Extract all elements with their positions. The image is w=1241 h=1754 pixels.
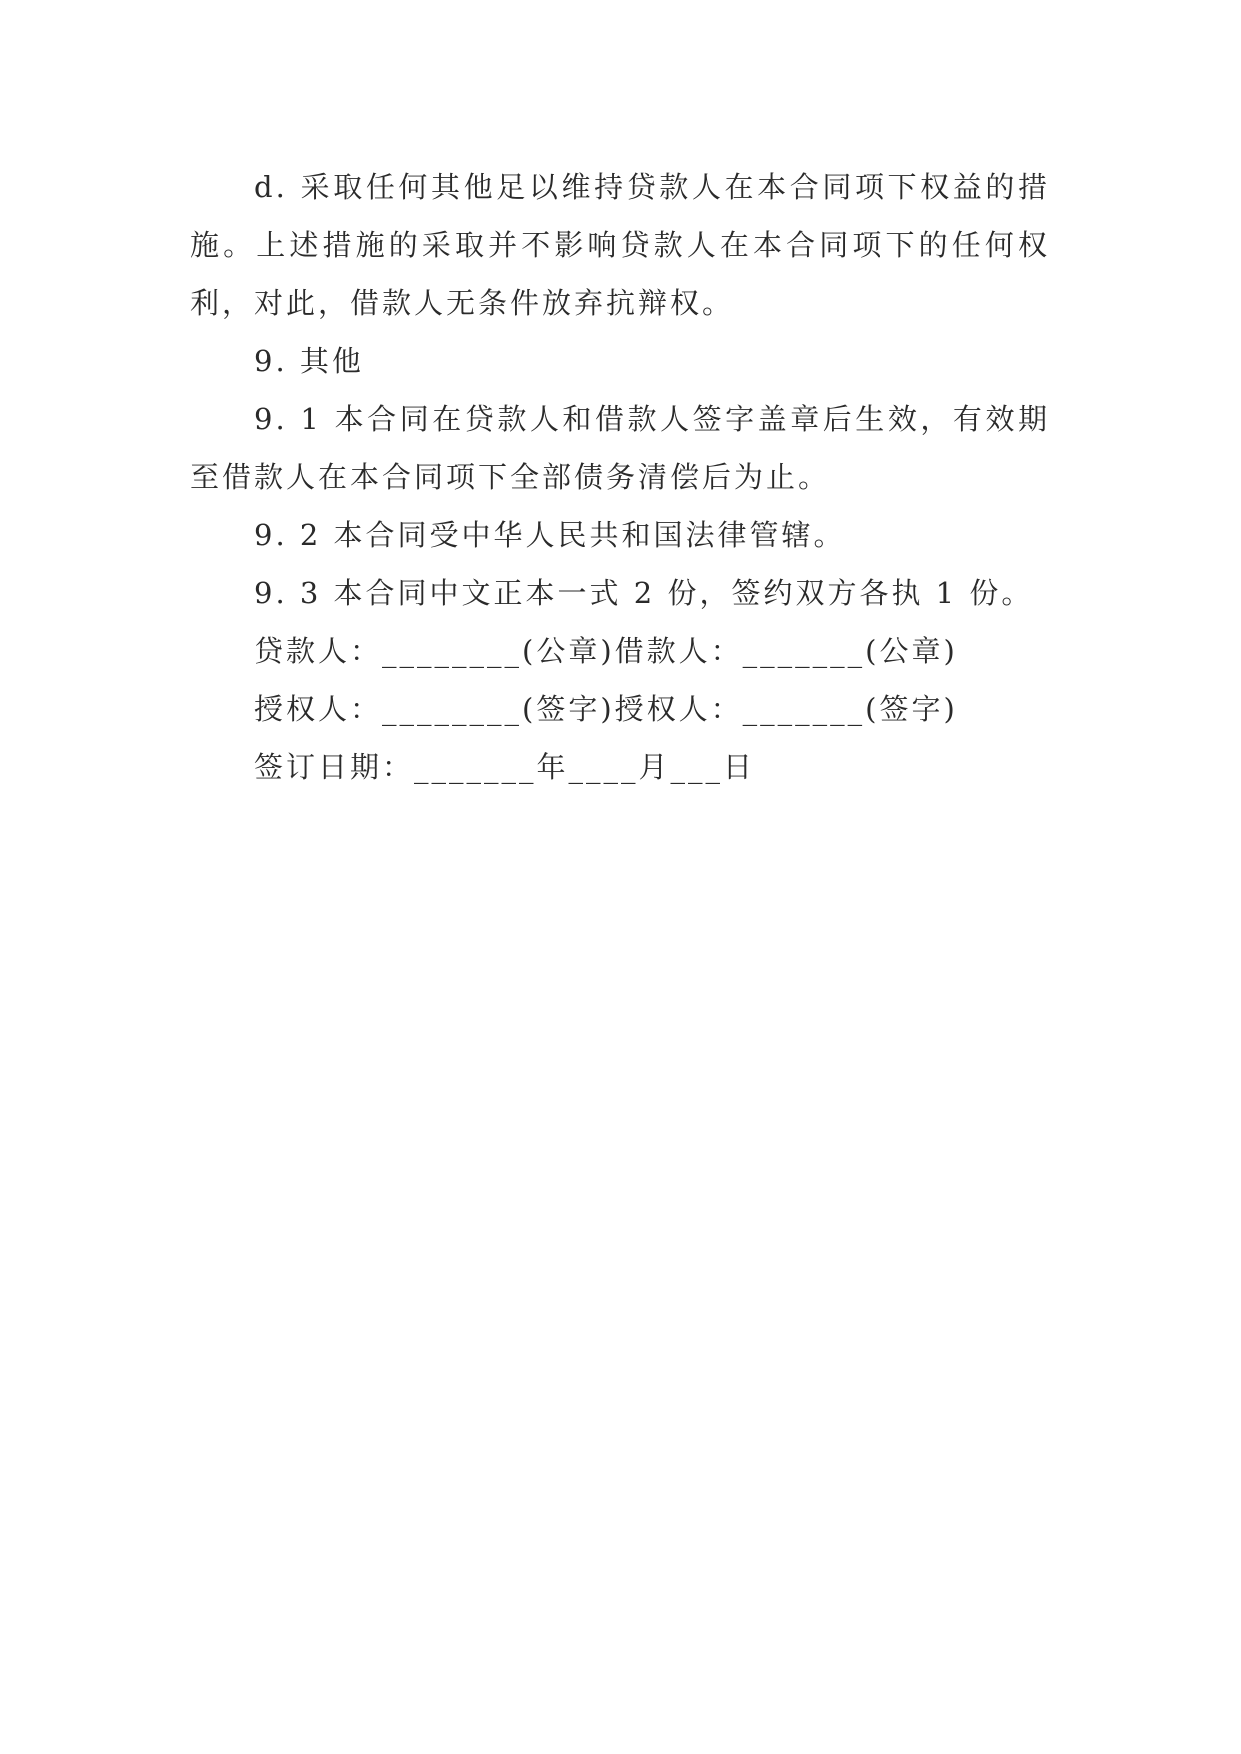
clause-d-paragraph: d. 采取任何其他足以维持贷款人在本合同项下权益的措施。上述措施的采取并不影响贷款人在本合同项下的任何权利，对此，借款人无条件放弃抗辩权。 <box>190 170 1050 320</box>
signing-date-line: 签订日期：_______年____月___日 <box>254 750 756 784</box>
clause-9-1-paragraph: 9. 1 本合同在贷款人和借款人签字盖章后生效，有效期至借款人在本合同项下全部债务清偿后为止。 <box>190 402 1050 494</box>
clause-9-2-paragraph: 9. 2 本合同受中华人民共和国法律管辖。 <box>254 518 846 552</box>
lender-borrower-seal-line: 贷款人：________(公章)借款人：_______(公章) <box>254 634 958 668</box>
authorized-signature-line: 授权人：________(签字)授权人：_______(签字) <box>254 692 958 726</box>
clause-9-3-paragraph: 9. 3 本合同中文正本一式 2 份，签约双方各执 1 份。 <box>254 576 1034 610</box>
section-9-heading: 9. 其他 <box>254 344 364 378</box>
document-body <box>190 158 1050 796</box>
